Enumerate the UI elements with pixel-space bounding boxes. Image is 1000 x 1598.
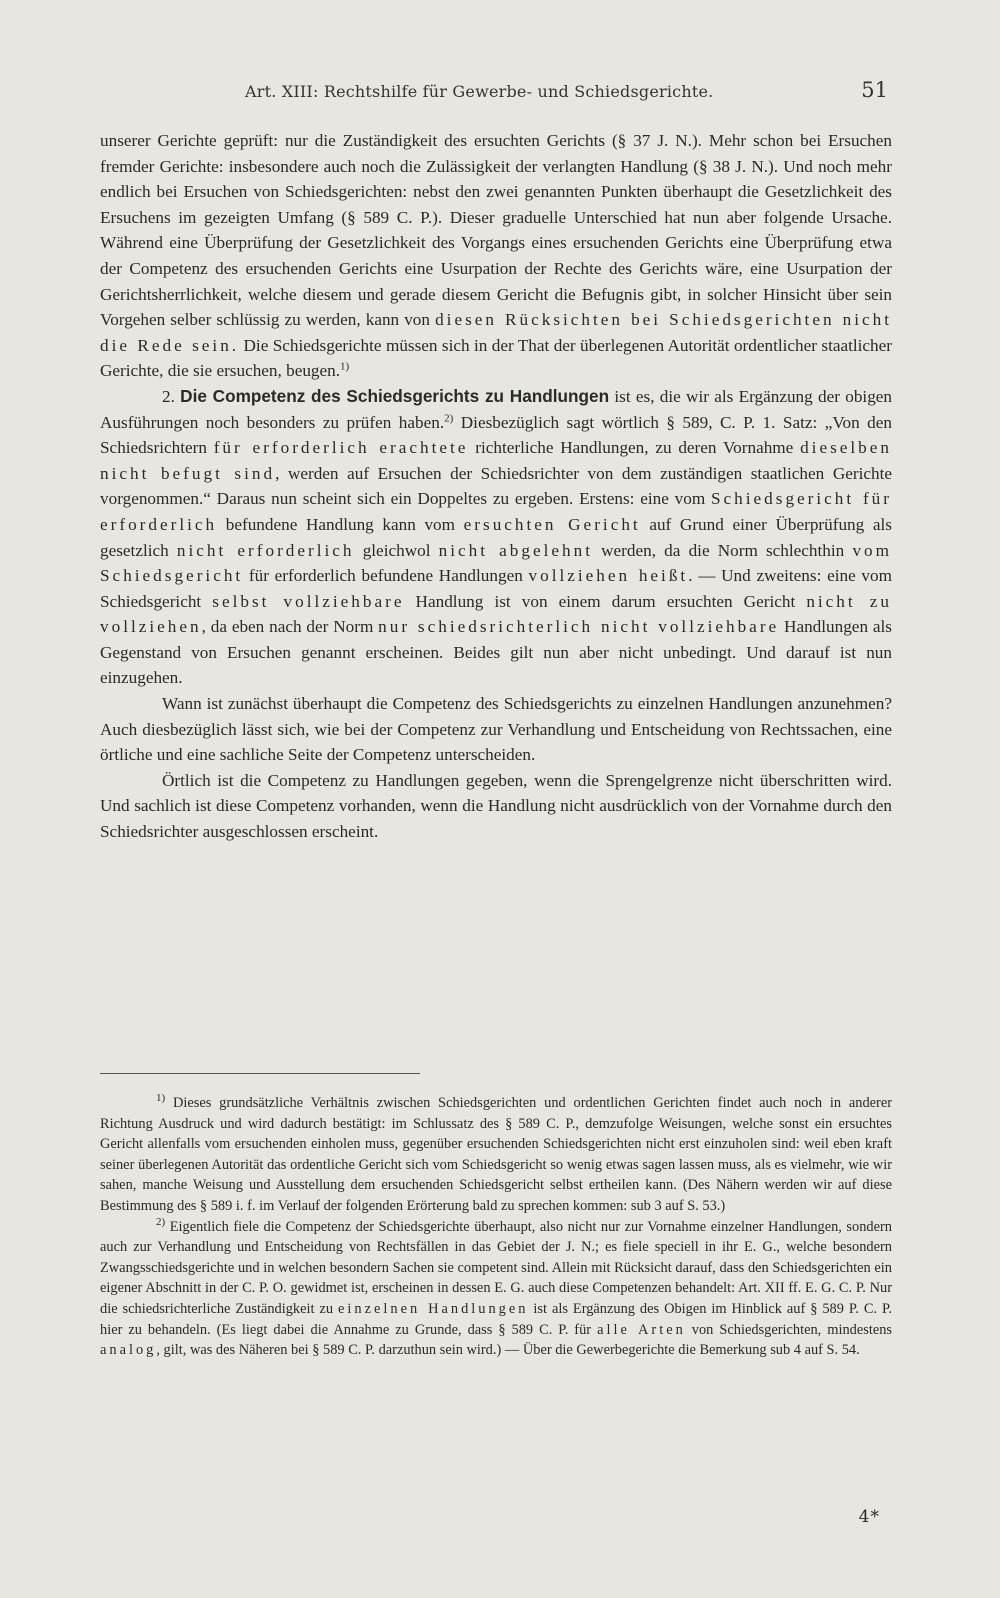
text-run: befundene Handlung kann vom	[217, 514, 464, 534]
text-run: Handlung ist von einem darum ersuchten Gericht	[404, 591, 807, 611]
spaced-emphasis: dieselben nicht befugt sind	[100, 438, 892, 483]
spaced-emphasis: für erforderlich erachtete	[213, 438, 469, 458]
paragraph-4: Örtlich ist die Competenz zu Handlungen gegeben, wenn die Sprengelgrenze nicht überschritten wird. Und sachlich ist diese Competenz vorhanden, wenn die Handlung nicht ausdrücklich von der Vornahme durch den Schiedsrichter ausgeschlossen erscheint.	[100, 770, 892, 842]
spaced-emphasis: ersuchten Gericht	[463, 514, 641, 534]
footnote-text: ist als Ergänzung des Obigen im Hinblick auf § 589 P. C. P. hier zu behandeln. (Es liegt dabei die Annahme zu Grunde, dass § 589 C. P. für	[100, 1300, 892, 1338]
footnote-text: von Schiedsgerichten, mindestens	[685, 1321, 893, 1338]
spaced-emphasis: nicht abgelehnt	[438, 540, 593, 560]
spaced-emphasis: vollziehen heißt	[528, 566, 689, 586]
spaced-emphasis: analog	[100, 1342, 157, 1359]
page-number: 51	[861, 78, 888, 102]
spaced-emphasis: nur schiedsrichterlich nicht vollziehbare	[378, 617, 780, 637]
spaced-emphasis: selbst vollziehbare	[212, 591, 405, 611]
paragraph-2	[100, 384, 892, 691]
spaced-emphasis: nicht erforderlich	[176, 540, 355, 560]
spaced-emphasis: nicht zu vollziehen	[100, 591, 892, 637]
footnote-text: Dieses grundsätzliche Verhältnis zwischen Schiedsgerichten und ordentlichen Gerichten findet auch noch in anderer Richtung Ausdruck und wird dadurch bestätigt: im Schlussatz des § 589 C. P., demzufolge Weisungen, welche sonst ein ersuchtes Gericht allenfalls vom ersuchenden einholen muss, gegenüber ersuchenden Schiedsgerichten nicht erst einzuholen sind: weil eben kraft seiner überlegenen Autorität das ordentliche Gericht sich vom Schiedsgericht so wenig etwas sagen lassen muss, als es vielmehr, wie wir sahen, manche Weisung und Ausstellung dem ersuchenden Schiedsgericht selbst ertheilen kann. (Des Nähern werden wir auf diese Bestimmung des § 589 i. f. im Verlauf der folgenden Erörterung bald zu sprechen kommen: sub 3 auf S. 53.)	[100, 1095, 892, 1214]
text-run: Handlungen als Gegenstand von Ersuchen genannt erscheinen. Beides gilt nun aber nicht unbedingt. Und darauf ist nun einzugehen.	[100, 617, 892, 688]
footnote-text: , gilt, was des Näheren bei § 589 C. P. darzuthun sein wird.) — Über die Gewerbegerichte die Bemerkung sub 4 auf S. 54.	[156, 1342, 860, 1359]
spaced-emphasis: einzelnen Handlungen	[338, 1300, 529, 1317]
text-run: Diesbezüglich sagt wörtlich § 589, C. P. 1. Satz: „Von den Schiedsrichtern	[100, 412, 892, 458]
spaced-emphasis: Schiedsgericht für erforderlich	[100, 489, 892, 534]
text-run: auf Grund einer Überprüfung als gesetzlich	[100, 514, 892, 560]
spaced-emphasis: diesen Rücksichten bei Schiedsgerichten nicht die Rede sein.	[100, 310, 892, 355]
footnote-mark: 2)	[156, 1215, 166, 1228]
text-run: , werden auf Ersuchen der Schiedsrichter von dem zuständigen staatlichen Gerichte vorgenommen.“ Daraus nun scheint sich ein Doppeltes zu ergeben. Erstens: eine vom	[100, 463, 892, 509]
text-run: unserer Gerichte geprüft: nur die Zuständigkeit des ersuchten Gerichts (§ 37 J. N.). Mehr schon bei Ersuchen fremder Gerichte: insbesondere auch noch die Zulässigkeit der verlangten Handlung (§ 38 J. N.). Und noch mehr endlich bei Ersuchen von Schiedsgerichten: nebst den zwei genannten Punkten überhaupt die Gesetzlichkeit des Ersuchens im gezeigten Umfang (§ 589 C. P.). Dieser graduelle Unterschied hat nun aber folgende Ursache. Während eine Überprüfung der Gesetzlichkeit des Vorgangs eines ersuchenden Gerichts eine Überprüfung etwa der Competenz des ersuchenden Gerichts eine Usurpation der Rechte des Gerichts wäre, eine Usurpation der Gerichtsherrlichkeit, welche diesem und gerade diesem Gericht die Befugnis gibt, in solcher Hinsicht über sein Vorgehen selber schlüssig zu werden, kann von	[100, 131, 892, 330]
text-run: für erforderlich befundene Handlungen	[243, 566, 529, 586]
text-run: Die Schiedsgerichte müssen sich in der That der überlegenen Autorität ordentlicher staatlicher Gerichte, die sie ersuchen, beugen.	[100, 335, 892, 381]
running-header	[100, 78, 892, 108]
footnote-2	[100, 1217, 892, 1361]
spaced-emphasis: alle Arten	[597, 1321, 686, 1338]
main-text	[100, 128, 892, 845]
section-heading: Die Competenz des Schiedsgerichts zu Handlungen	[180, 385, 610, 406]
footnote-ref-1[interactable]: 1)	[340, 360, 350, 373]
text-run: , da eben nach der Norm	[201, 617, 379, 637]
text-run: . — Und zweitens: eine vom Schiedsgericht	[100, 566, 892, 611]
text-run: werden, da die Norm schlechthin	[592, 540, 853, 560]
spaced-emphasis: vom Schiedsgericht	[100, 540, 892, 586]
footnote-mark: 1)	[156, 1092, 166, 1105]
signature-mark: 4*	[858, 1507, 880, 1527]
paragraph-1	[100, 128, 892, 384]
footnote-divider	[100, 1073, 420, 1074]
section-number: 2.	[162, 386, 181, 406]
text-run: ist es, die wir als Ergänzung der obigen Ausführungen noch besonders zu prüfen haben.	[100, 386, 893, 432]
footnotes	[100, 1093, 892, 1361]
footnote-1	[100, 1093, 892, 1217]
text-run: richterliche Handlungen, zu deren Vornahme	[468, 438, 801, 458]
running-title: Art. XIII: Rechtshilfe für Gewerbe- und Schiedsgerichte.	[245, 82, 714, 101]
footnote-text: Eigentlich fiele die Competenz der Schiedsgerichte überhaupt, also nicht nur zur Vornahme einzelner Handlungen, sondern auch zur Verhandlung und Entscheidung von Rechtsfällen in das Gebiet der J. N.; es fiele speciell in ihr E. G., welche besondern Zwangsschiedsgerichte und in welchen besondern Sachen sie competent sind. Allein mit Rücksicht darauf, dass den Schiedsgerichten ein eigener Abschnitt in der C. P. O. gewidmet ist, erscheinen in dessen E. G. auch diese Competenzen behandelt: Art. XII ff. E. G. C. P. Nur die schiedsrichterliche Zuständigkeit zu	[100, 1218, 892, 1317]
paragraph-3: Wann ist zunächst überhaupt die Competenz des Schiedsgerichts zu einzelnen Handlungen anzunehmen? Auch diesbezüglich lässt sich, wie bei der Competenz zur Verhandlung und Entscheidung von Rechtssachen, eine örtliche und eine sachliche Seite der Competenz unterscheiden.	[100, 694, 892, 765]
footnote-ref-2[interactable]: 2)	[444, 411, 454, 424]
text-run: gleichwol	[354, 540, 439, 560]
